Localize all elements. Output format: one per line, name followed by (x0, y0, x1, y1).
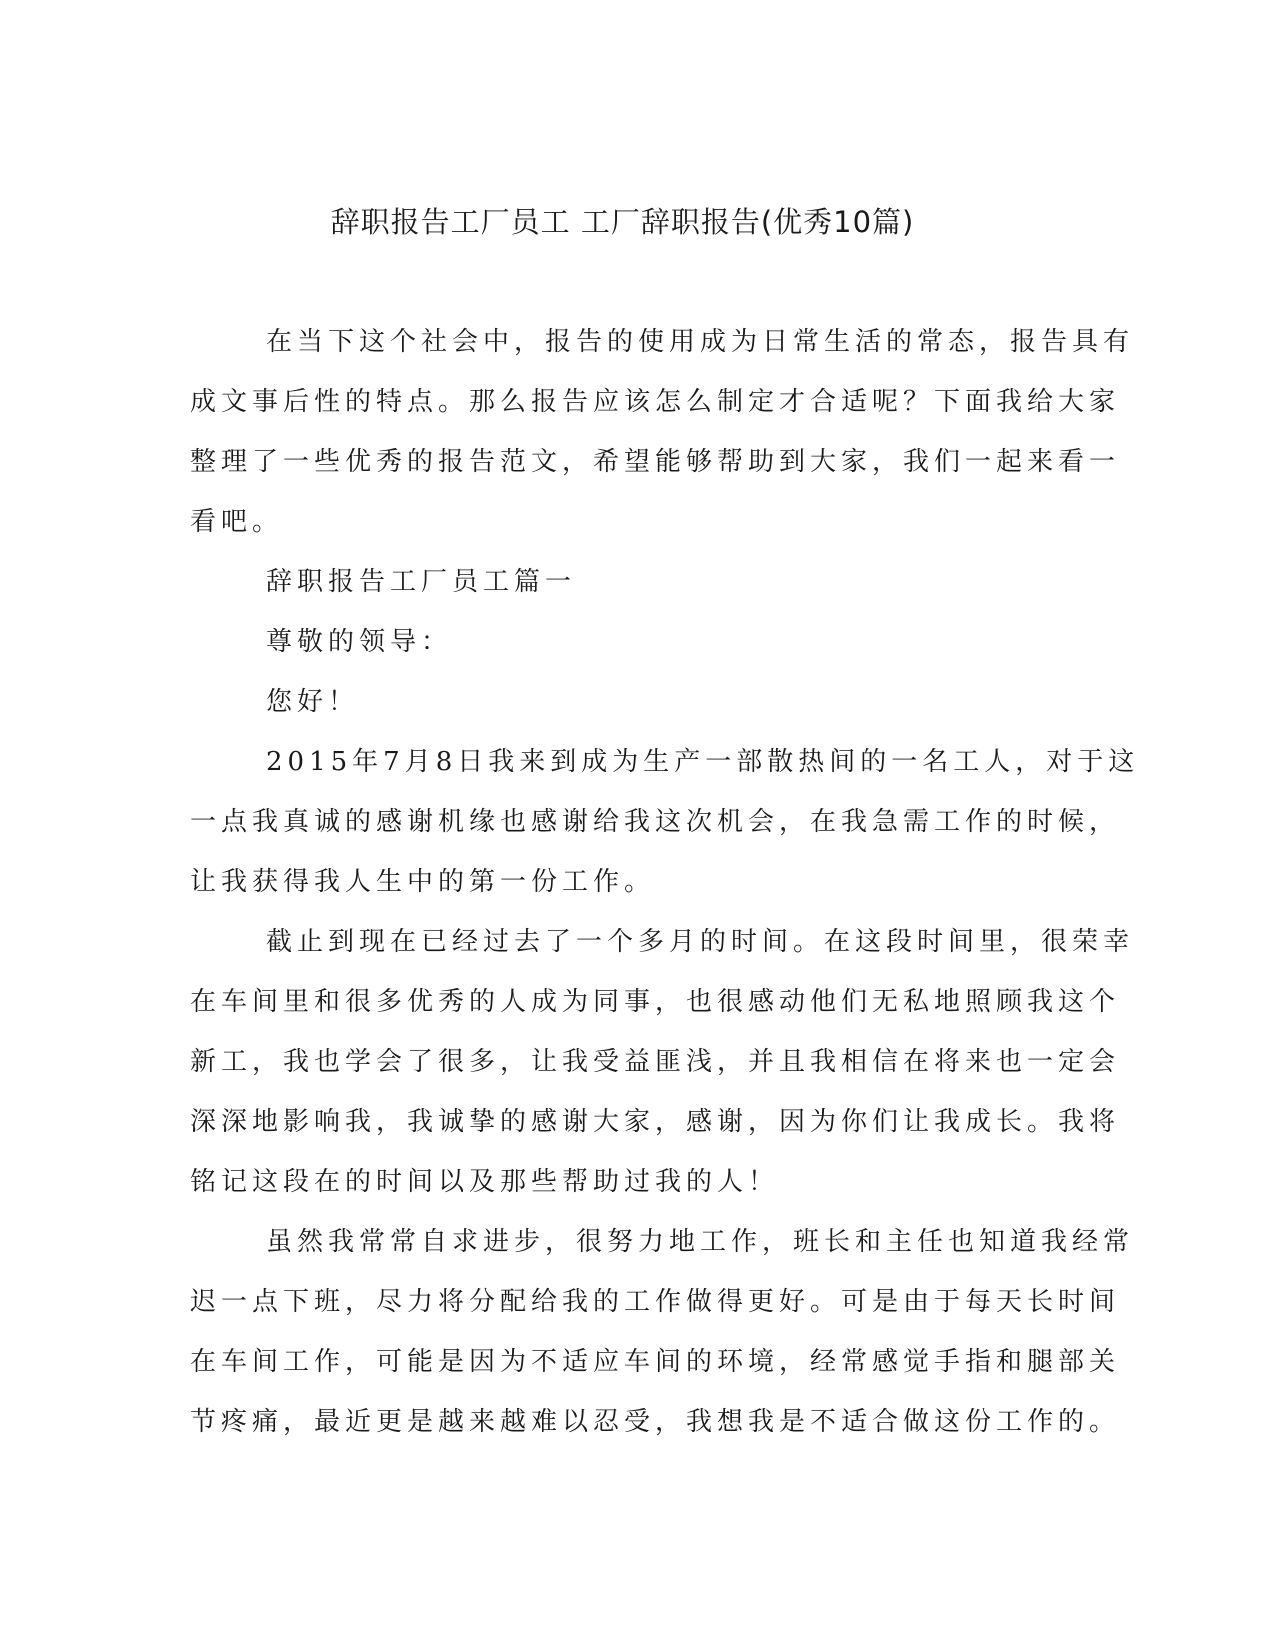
paragraph-line: 成文事后性的特点。那么报告应该怎么制定才合适呢？下面我给大家 (190, 387, 1121, 417)
paragraph-line: 一点我真诚的感谢机缘也感谢给我这次机会，在我急需工作的时候， (190, 807, 1121, 837)
paragraph-line: 迟一点下班，尽力将分配给我的工作做得更好。可是由于每天长时间 (190, 1287, 1121, 1317)
paragraph-line: 节疼痛，最近更是越来越难以忍受，我想我是不适合做这份工作的。 (190, 1407, 1121, 1437)
document-body (190, 312, 1140, 1452)
paragraph-line: 铭记这段在的时间以及那些帮助过我的人！ (190, 1167, 780, 1197)
paragraph-line: 2015年7月8日我来到成为生产一部散热间的一名工人，对于这 (266, 747, 1140, 777)
section-heading: 辞职报告工厂员工篇一 (266, 567, 577, 597)
paragraph-line: 在车间工作，可能是因为不适应车间的环境，经常感觉手指和腿部关 (190, 1347, 1121, 1377)
paragraph-line: 让我获得我人生中的第一份工作。 (190, 867, 656, 897)
paragraph-line: 截止到现在已经过去了一个多月的时间。在这段时间里，很荣幸 (266, 927, 1135, 957)
greeting: 您好！ (266, 687, 360, 717)
salutation: 尊敬的领导： (266, 627, 453, 657)
paragraph-line: 在当下这个社会中，报告的使用成为日常生活的常态，报告具有 (266, 327, 1135, 357)
paragraph-line: 看吧。 (190, 507, 284, 537)
paragraph-line: 整理了一些优秀的报告范文，希望能够帮助到大家，我们一起来看一 (190, 447, 1121, 477)
paragraph-line: 新工，我也学会了很多，让我受益匪浅，并且我相信在将来也一定会 (190, 1047, 1121, 1077)
paragraph-line: 虽然我常常自求进步，很努力地工作，班长和主任也知道我经常 (266, 1227, 1135, 1257)
paragraph-line: 在车间里和很多优秀的人成为同事，也很感动他们无私地照顾我这个 (190, 987, 1121, 1017)
paragraph-line: 深深地影响我，我诚挚的感谢大家，感谢，因为你们让我成长。我将 (190, 1107, 1121, 1137)
document-title: 辞职报告工厂员工 工厂辞职报告(优秀10篇) (330, 205, 915, 239)
